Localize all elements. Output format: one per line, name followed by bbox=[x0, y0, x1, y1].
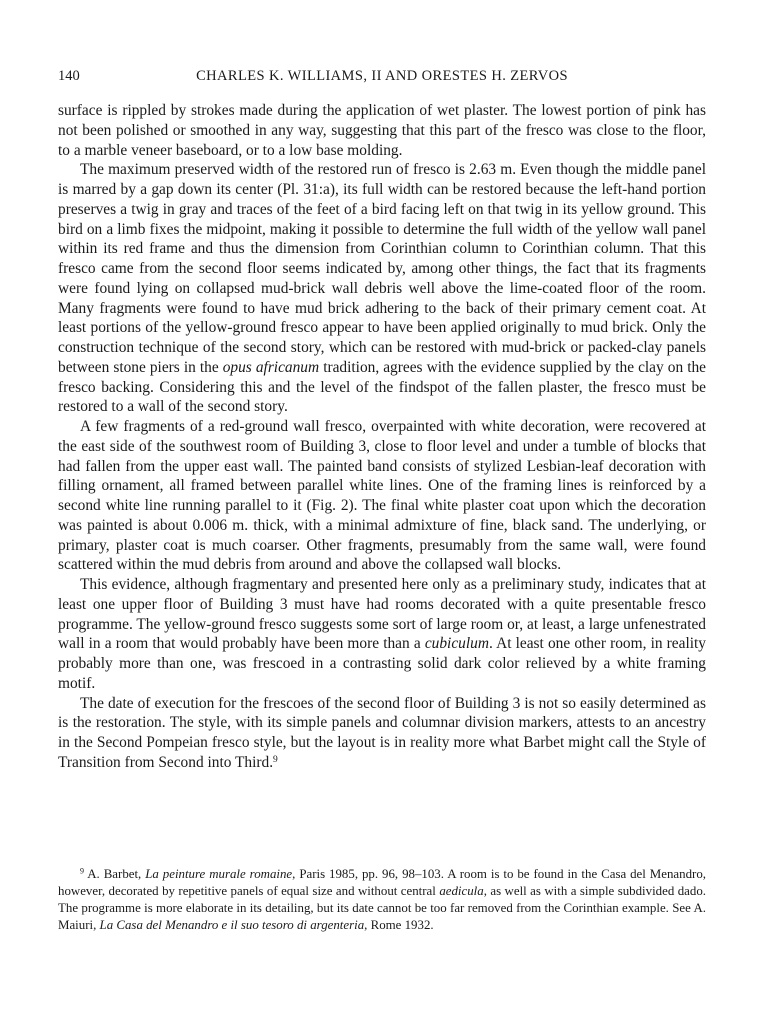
footnote-segment: , Rome 1932. bbox=[364, 918, 434, 933]
footnote-text bbox=[58, 866, 706, 934]
paragraph-text: A few fragments of a red-ground wall fresco, overpainted with white decoration, were recovered at the east side of the southwest room of Building 3, close to floor level and under a tumble of blocks that had fallen from the upper east wall. The painted band consists of stylized Lesbian-leaf decoration with filling ornament, all framed between parallel white lines. One of the framing lines is reinforced by a second white line running parallel to it (Fig. 2). The final white plaster coat upon which the decoration was painted is about 0.006 m. thick, with a minimal admixture of fine, black sand. The underlying, or primary, plaster coat is much coarser. Other fragments, presumably from the same wall, were found scattered within the mud debris from around and above the collapsed wall blocks. bbox=[58, 418, 706, 574]
footnote-segment: , Paris 1985, pp. 96, 98–103. A room is to be found in the Casa del Menandro, however, decorated by repetitive panels of equal size and without central bbox=[58, 867, 707, 899]
page-header bbox=[58, 66, 706, 86]
paragraph-text: surface is rippled by strokes made during the application of wet plaster. The lowest portion of pink has not been polished or smoothed in any way, suggesting that this part of the fresco was close to the floor, to a marble veneer baseboard, or to a low base molding. bbox=[58, 102, 706, 159]
paragraph bbox=[58, 101, 706, 160]
running-head: CHARLES K. WILLIAMS, II AND ORESTES H. ZERVOS bbox=[196, 68, 568, 84]
footnote-number: 9 bbox=[80, 866, 84, 876]
body-text bbox=[58, 101, 706, 773]
page-number: 140 bbox=[58, 68, 80, 84]
paragraph-text: This evidence, although fragmentary and presented here only as a preliminary study, indicates that at least one upper floor of Building 3 must have had rooms decorated with a quite presentable fresco programme. The yellow-ground fresco suggests some sort of large room or, at least, a large unfenestrated wall in a room that would probably have been more than a bbox=[58, 576, 706, 653]
latin-term: aedicula bbox=[439, 884, 484, 899]
paragraph bbox=[58, 575, 706, 694]
paragraph bbox=[58, 694, 706, 773]
book-title: La peinture murale romaine bbox=[145, 867, 293, 881]
footnote-segment: A. Barbet, bbox=[87, 867, 142, 881]
paragraph bbox=[58, 160, 706, 417]
footnote-reference[interactable]: 9 bbox=[273, 753, 278, 765]
footnote bbox=[58, 866, 706, 934]
paragraph bbox=[58, 417, 706, 575]
footnote-segment: , as well as with a simple subdivided dado. The programme is more elaborate in its detailing, but its date cannot be too far removed from the Corinthian example. See A. Maiuri, bbox=[58, 884, 706, 933]
paragraph-text: The maximum preserved width of the restored run of fresco is 2.63 m. Even though the middle panel is marred by a gap down its center (Pl. 31:a), its full width can be restored because the left-hand portion preserves a twig in gray and traces of the feet of a bird facing left on that twig in its yellow ground. This bird on a limb fixes the midpoint, making it possible to determine the full width of the yellow wall panel within its red frame and thus the dimension from Corinthian column to Corinthian column. That this fresco came from the second floor seems indicated by, among other things, the fact that its fragments were found lying on collapsed mud-brick wall debris well above the lime-coated floor of the room. Many fragments were found to have mud brick adhering to the back of their primary cement coat. At least portions of the yellow-ground fresco appear to have been applied originally to mud brick. Only the construction technique of the second story, which can be restored with mud-brick or packed-clay panels between stone piers in the bbox=[58, 161, 706, 376]
book-title: La Casa del Menandro e il suo tesoro di argenteria bbox=[99, 918, 365, 933]
latin-term: opus africanum bbox=[222, 358, 320, 376]
paragraph-text: The date of execution for the frescoes of the second floor of Building 3 is not so easily determined as is the restoration. The style, with its simple panels and columnar division markers, attests to an ancestry in the Second Pompeian fresco style, but the layout is in reality more what Barbet might call the Style of Transition from Second into Third. bbox=[58, 694, 706, 771]
paragraph-text: tradition, agrees with the evidence supplied by the clay on the fresco backing. Considering this and the level of the findspot of the fallen plaster, the fresco must be restored to a wall of the second story. bbox=[58, 358, 706, 416]
paragraph-text: . At least one other room, in reality probably more than one, was frescoed in a contrasting solid dark color relieved by a white framing motif. bbox=[58, 635, 706, 692]
latin-term: cubiculum bbox=[424, 635, 489, 653]
